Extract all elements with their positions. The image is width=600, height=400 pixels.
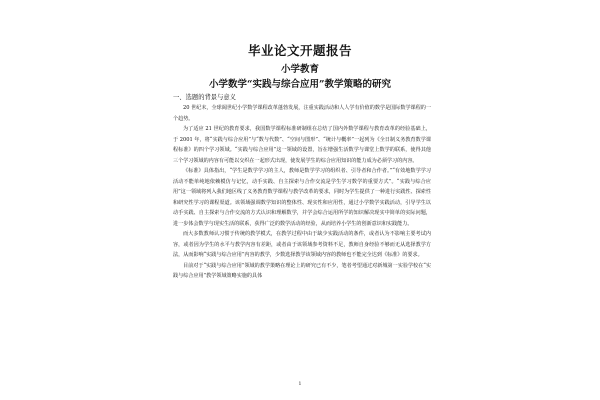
page-number: 1 <box>298 381 302 387</box>
paragraph-2: 为了适应 21 世纪的教育要求，我国数学课程标准研制组在总结了国内外数学课程与教育改革的经验基础上，于 2001 年，将“实践与综合应用”与“数与代数”、“空间与图形”、“统计与概率”一起列为《全日制义务教育数学课程标准》的四个学习领域。“实践与综合应用”这一领域的设置，旨在增强生活数学与课堂上数学的联系，使得其他三个学习领域的内容有可能以交织在一起形式出现，使发展学生的综合应用知识的能力成为必须学习的内容。 <box>173 126 431 164</box>
major-subtitle: 小学教育 <box>280 64 319 75</box>
section-heading: 一、选题的背景与意义 <box>173 94 236 101</box>
paragraph-3: 《标准》具体指出，“学生是数学学习的主人，教师是数学学习的组织者、引导者和合作者。”“有效地数学学习活动不能单纯地依赖模仿与记忆，动手实践、自主探索与合作交流是学生学习数学的重要方式”。“实践与综合应用”这一领域将列入我们地区线了义务教育数学课程与教学改革的要求，同时为学生提供了一种进行实践性、探索性和研究性学习的课程渠道。该领域强调数学知识的整体性、现实性和应用性，通过小学数学实践活动，引导学生以动手实践、自主探索与合作交流的方式认识和理解数学，并学会综合运用所学的知识解决现实中简单的实际问题，进一步体会数学与现实生活的联系，获得广泛的数学活动的经验，从而培养小学生的创新意识和实践能力。 <box>173 168 431 227</box>
document-body <box>173 103 431 282</box>
paragraph-5: 目前对于“实践与综合应用”领域的教学策略在理论上的研究已有不少，笔者考望通过对新城第一实验学校在“实践与综合应用”教学领域策略实施的具体 <box>173 262 431 279</box>
paragraph-1: 20 世纪末，全球阔世纪小学数学课程改革蓬勃发展，注重实践活动和人人学有价值的数学是国际数学课程的一个趋势。 <box>173 105 431 122</box>
report-title: 毕业论文开题报告 <box>247 43 352 58</box>
paragraph-4: 而大多数教师认习惯于传统的教学模式，在教学过程中由于缺少实践活动的条件，或者认为不影响主要考试内容，或者因为学生的水平与教学内容有差距，或者由于该领域参考资料不足，教师自身经验不够而无从选择教学方法，从而影响“实践与综合应用”内容的教学，少数选择教学该领域内容的教师也不能完全达到《标准》的要求。 <box>173 231 431 258</box>
paper-title: 小学数学“实践与综合应用”教学策略的研究 <box>209 79 391 90</box>
